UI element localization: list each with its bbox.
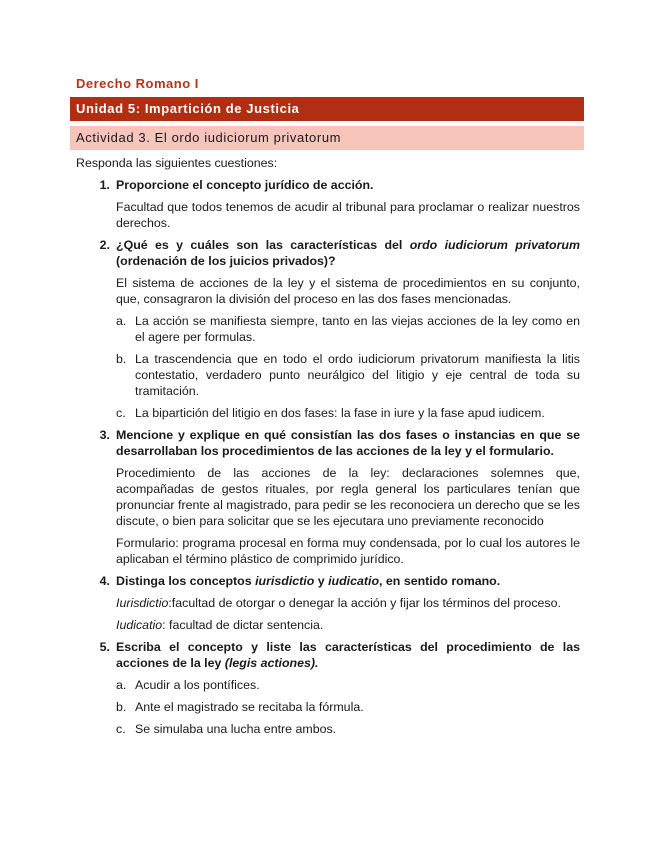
- question-number: 2.: [99, 238, 110, 252]
- list-letter: b.: [116, 352, 127, 366]
- answer-1: Facultad que todos tenemos de acudir al tribunal para proclamar o realizar nuestros derechos.: [116, 200, 580, 230]
- list-item: [116, 351, 580, 399]
- answer-2: El sistema de acciones de la ley y el sistema de procedimientos en su conjunto, que, consagraron la división del proceso en las dos fases mencionadas.: [116, 276, 580, 306]
- list-item-text: La bipartición del litigio en dos fases: la fase in iure y la fase apud iudicem.: [135, 406, 545, 420]
- question-text: Distinga los conceptos iurisdictio y iudicatio, en sentido romano.: [116, 574, 501, 588]
- intro-text: Responda las siguientes cuestiones:: [76, 156, 278, 170]
- list-item-text: La trascendencia que en todo el ordo iudiciorum privatorum manifiesta la litis contestatio, verdadero punto neurálgico del litigio y eje central de toda su tramitación.: [135, 352, 580, 398]
- question-text: Proporcione el concepto jurídico de acción.: [116, 178, 374, 192]
- question-5: [76, 639, 580, 671]
- list-item: [116, 405, 580, 421]
- answer-4-iurisdictio: Iurisdictio:facultad de otorgar o denegar la acción y fijar los términos del proceso.: [116, 596, 561, 610]
- list-letter: c.: [116, 406, 126, 420]
- document-body: [76, 155, 580, 743]
- question-2: [76, 237, 580, 269]
- list-letter: a.: [116, 314, 127, 328]
- question-text: Mencione y explique en qué consistían las dos fases o instancias en que se desarrollaban los procedimientos de las acciones de la ley y el formulario.: [116, 428, 580, 458]
- question-number: 3.: [99, 428, 110, 442]
- answer-3-part-1: Procedimiento de las acciones de la ley: declaraciones solemnes que, acompañadas de gestos rituales, por regla general los particulares tenían que pronunciar frente al magistrado, para pedir se les reconociera un derecho que se les discute, o bien para solicitar que se les ejecutara uno previamente reconocido: [116, 466, 580, 528]
- question-number: 1.: [99, 178, 110, 192]
- answer-3-part-2: Formulario: programa procesal en forma muy condensada, por lo cual los autores le aplicaban el término plástico de comprimido jurídico.: [116, 536, 580, 566]
- question-text: Escriba el concepto y liste las características del procedimiento de las acciones de la ley (legis actiones).: [116, 640, 580, 670]
- question-4: [76, 573, 580, 589]
- list-item-text: La acción se manifiesta siempre, tanto en las viejas acciones de la ley como en el agere per formulas.: [135, 314, 580, 344]
- list-item-text: Ante el magistrado se recitaba la fórmula.: [135, 700, 364, 714]
- answer-4-iudicatio: Iudicatio: facultad de dictar sentencia.: [116, 618, 324, 632]
- list-item: [116, 313, 580, 345]
- course-title: Derecho Romano I: [76, 76, 199, 91]
- list-letter: b.: [116, 700, 127, 714]
- list-letter: a.: [116, 678, 127, 692]
- question-text: ¿Qué es y cuáles son las características del ordo iudiciorum privatorum (ordenación de los juicios privados)?: [116, 238, 580, 268]
- list-item: [116, 699, 580, 715]
- list-item-text: Acudir a los pontífices.: [135, 678, 260, 692]
- list-item: [116, 677, 580, 693]
- question-1: [76, 177, 580, 193]
- question-3: [76, 427, 580, 459]
- list-item: [116, 721, 580, 737]
- question-number: 4.: [99, 574, 110, 588]
- list-letter: c.: [116, 722, 126, 736]
- activity-banner: Actividad 3. El ordo iudiciorum privatorum: [70, 126, 584, 150]
- unit-banner: Unidad 5: Impartición de Justicia: [70, 97, 584, 121]
- list-item-text: Se simulaba una lucha entre ambos.: [135, 722, 337, 736]
- question-number: 5.: [99, 640, 110, 654]
